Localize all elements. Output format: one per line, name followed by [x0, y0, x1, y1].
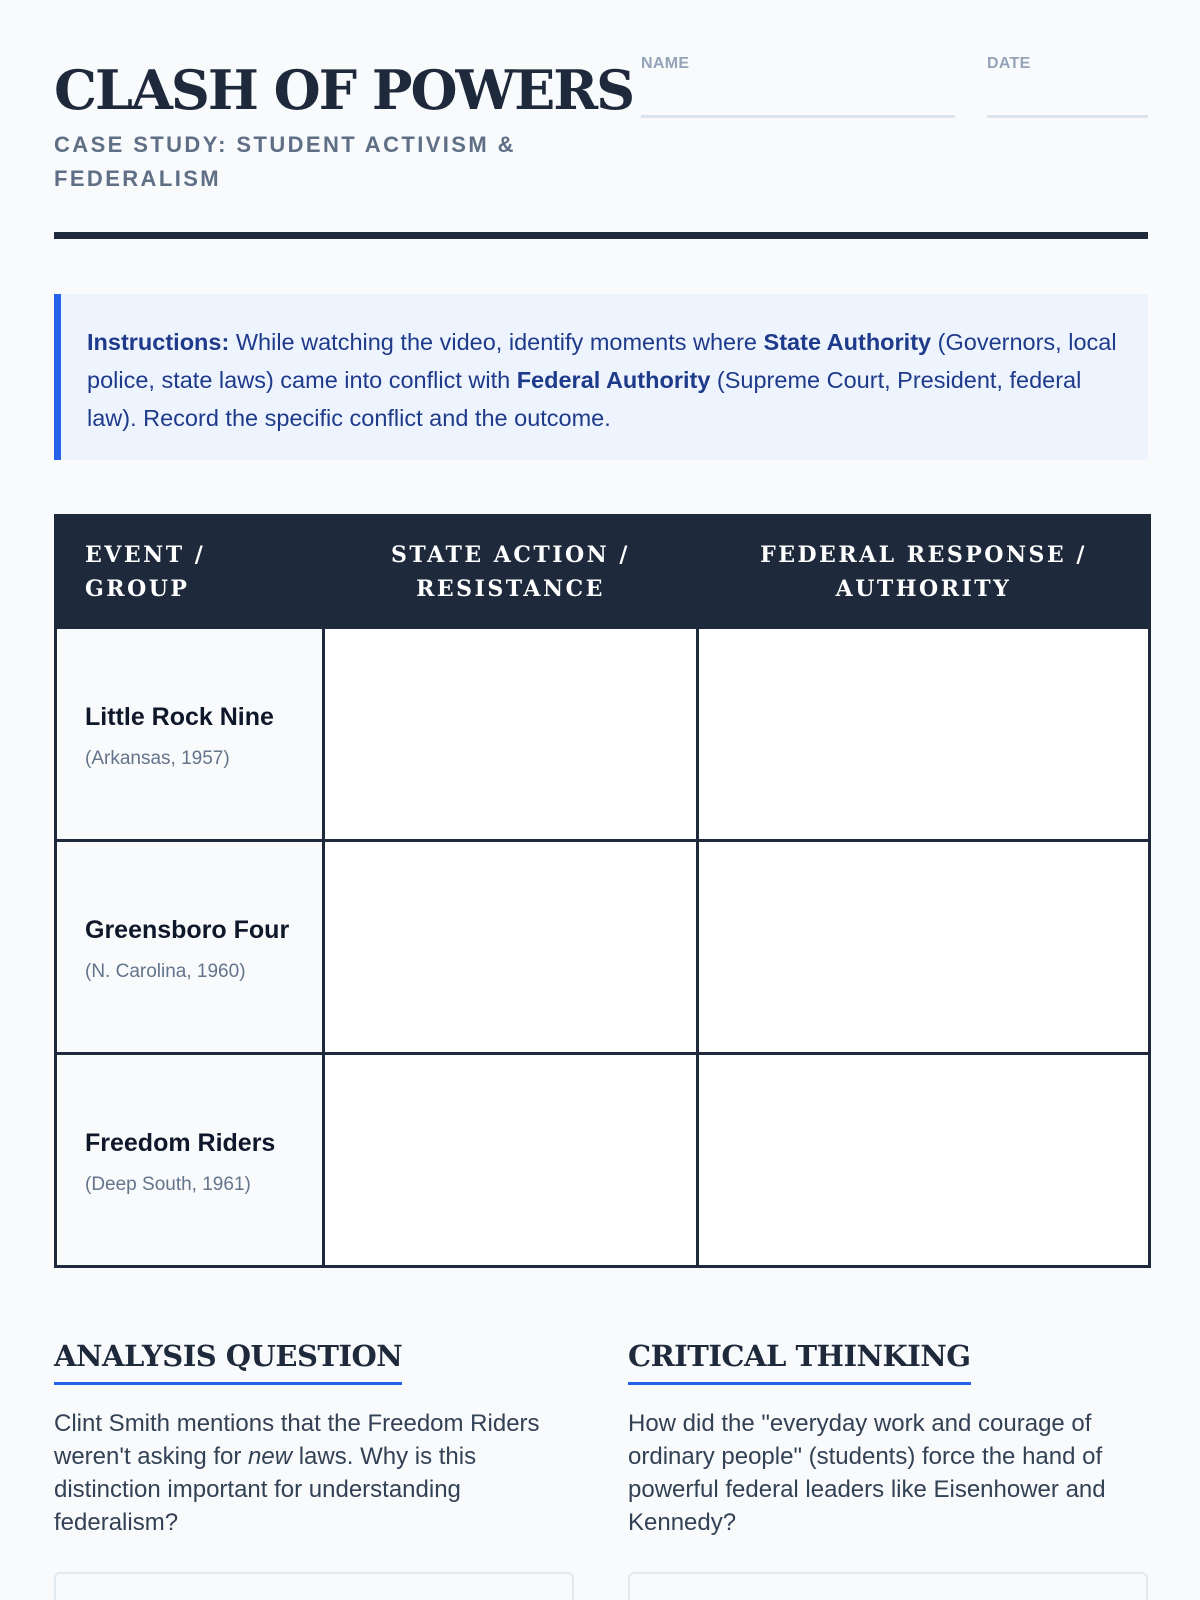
header-state-action: STATE ACTION / RESISTANCE	[324, 516, 698, 628]
name-label: NAME	[641, 55, 690, 72]
event-meta: (N. Carolina, 1960)	[85, 961, 246, 982]
analysis-answer-box[interactable]	[54, 1572, 574, 1600]
event-name: Freedom Riders	[85, 1129, 276, 1157]
federal-response-cell[interactable]	[698, 628, 1150, 841]
table-row	[56, 628, 1150, 841]
header-federal-response: FEDERAL RESPONSE / AUTHORITY	[698, 516, 1150, 628]
state-action-cell[interactable]	[324, 628, 698, 841]
analysis-question-text	[54, 1407, 574, 1539]
event-meta: (Deep South, 1961)	[85, 1174, 251, 1195]
date-label: DATE	[987, 55, 1031, 72]
header-divider	[54, 232, 1148, 239]
critical-thinking-text: How did the "everyday work and courage of ordinary people" (students) force the hand of powerful federal leaders like Eisenhower and Kennedy?	[628, 1410, 1106, 1536]
event-name: Greensboro Four	[85, 916, 290, 944]
header-event-group: EVENT / GROUP	[56, 516, 324, 628]
table-row	[56, 841, 1150, 1054]
federal-response-cell[interactable]	[698, 1054, 1150, 1267]
state-authority-term: State Authority	[763, 329, 932, 355]
instructions-text-1: While watching the video, identify moments where	[229, 329, 764, 355]
critical-thinking-heading: CRITICAL THINKING	[628, 1336, 971, 1385]
critical-thinking-answer-box[interactable]	[628, 1572, 1148, 1600]
event-cell	[56, 841, 324, 1054]
conflict-table	[54, 514, 1151, 1268]
instructions-text-3: (Supreme Court, President, federal law). Record the specific conflict and the outcome.	[87, 367, 1082, 431]
analysis-question-section	[54, 1336, 574, 1539]
analysis-question-heading: ANALYSIS QUESTION	[54, 1336, 402, 1385]
event-cell	[56, 628, 324, 841]
worksheet-subtitle: CASE STUDY: STUDENT ACTIVISM & FEDERALISM	[54, 132, 516, 191]
state-action-cell[interactable]	[324, 841, 698, 1054]
federal-response-cell[interactable]	[698, 841, 1150, 1054]
instructions-lead: Instructions:	[87, 329, 230, 355]
critical-thinking-section	[628, 1336, 1148, 1539]
instructions-box	[54, 294, 1148, 460]
instructions-text-2: (Governors, local police, state laws) came into conflict with	[87, 329, 1117, 393]
table-header-row	[56, 516, 1150, 628]
worksheet-title: CLASH OF POWERS	[54, 58, 634, 122]
analysis-text-after: laws. Why is this distinction important for understanding federalism?	[54, 1443, 477, 1536]
event-name: Little Rock Nine	[85, 703, 274, 731]
analysis-emphasis: new	[248, 1443, 293, 1470]
analysis-text-before: Clint Smith mentions that the Freedom Riders weren't asking for	[54, 1410, 540, 1470]
table-row	[56, 1054, 1150, 1267]
worksheet-header	[54, 52, 1148, 242]
date-field[interactable]	[987, 115, 1148, 118]
event-cell	[56, 1054, 324, 1267]
federal-authority-term: Federal Authority	[516, 367, 711, 393]
event-meta: (Arkansas, 1957)	[85, 748, 230, 769]
name-field[interactable]	[641, 115, 955, 118]
state-action-cell[interactable]	[324, 1054, 698, 1267]
